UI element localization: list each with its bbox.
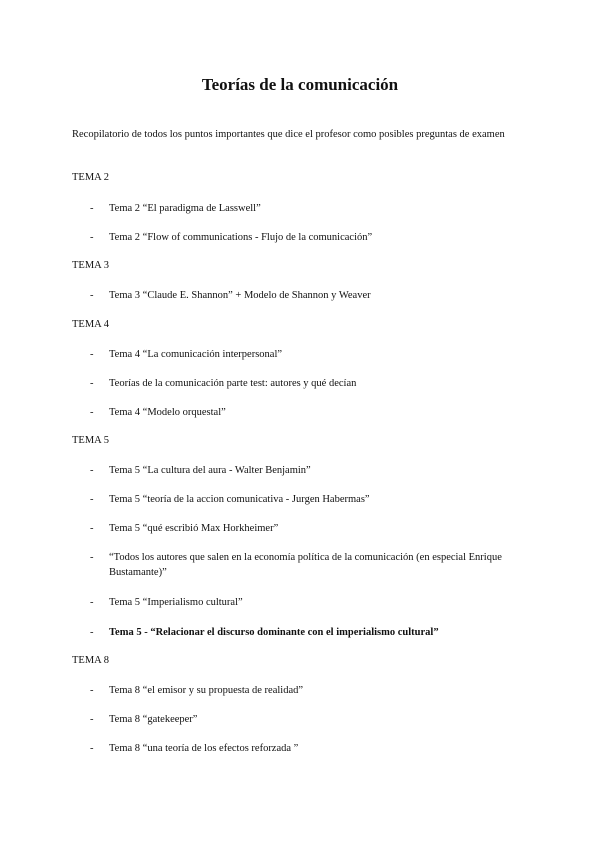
list-item (90, 288, 530, 303)
bullet-dash: - (90, 290, 94, 301)
bullet-dash: - (90, 714, 94, 725)
list-item-text: Tema 8 “gatekeeper” (109, 714, 198, 725)
list-item (90, 550, 530, 580)
section-heading-tema-5: TEMA 5 (72, 435, 110, 446)
list-item-text: Tema 5 - “Relacionar el discurso dominante con el imperialismo cultural” (109, 627, 439, 638)
list-item-text: Tema 3 “Claude E. Shannon” + Modelo de Shannon y Weaver (109, 290, 371, 301)
bullet-dash: - (90, 597, 94, 608)
section-heading-tema-4: TEMA 4 (72, 319, 110, 330)
list-item-text: Tema 2 “Flow of communications - Flujo de la comunicación” (109, 232, 373, 243)
section-heading-tema-3: TEMA 3 (72, 260, 110, 271)
list-item-text: Tema 5 “qué escribió Max Horkheimer” (109, 523, 279, 534)
bullet-dash: - (90, 685, 94, 696)
bullet-dash: - (90, 523, 94, 534)
bullet-dash: - (90, 203, 94, 214)
list-item (90, 347, 530, 362)
list-item (90, 625, 530, 640)
intro-paragraph: Recopilatorio de todos los puntos importantes que dice el profesor como posibles preguntas de examen (72, 129, 505, 140)
list-item (90, 741, 530, 756)
list-item (90, 230, 530, 245)
list-item-text: Tema 4 “Modelo orquestal” (109, 407, 226, 418)
bullet-dash: - (90, 465, 94, 476)
bullet-dash: - (90, 552, 94, 563)
bullet-dash: - (90, 627, 94, 638)
section-heading-tema-8: TEMA 8 (72, 655, 110, 666)
list-item (90, 595, 530, 610)
list-item-text: Teorías de la comunicación parte test: autores y qué decían (109, 378, 357, 389)
list-item-text: Tema 2 “El paradigma de Lasswell” (109, 203, 261, 214)
list-item (90, 492, 530, 507)
list-item-text: Tema 8 “una teoría de los efectos reforzada ” (109, 743, 299, 754)
list-item (90, 405, 530, 420)
list-item-text: Tema 4 “La comunicación interpersonal” (109, 349, 283, 360)
bullet-dash: - (90, 349, 94, 360)
bullet-dash: - (90, 743, 94, 754)
bullet-dash: - (90, 407, 94, 418)
list-item (90, 463, 530, 478)
page-title: Teorías de la comunicación (201, 75, 399, 94)
list-item (90, 521, 530, 536)
list-item-text: Tema 8 “el emisor y su propuesta de realidad” (109, 685, 304, 696)
list-item (90, 376, 530, 391)
list-item-text: Tema 5 “teoría de la accion comunicativa - Jurgen Habermas” (109, 494, 370, 505)
bullet-dash: - (90, 494, 94, 505)
section-heading-tema-2: TEMA 2 (72, 172, 110, 183)
list-item-text: Tema 5 “Imperialismo cultural” (109, 597, 243, 608)
list-item (90, 201, 530, 216)
list-item (90, 712, 530, 727)
bullet-dash: - (90, 232, 94, 243)
bullet-dash: - (90, 378, 94, 389)
list-item-text: “Todos los autores que salen en la economía política de la comunicación (en especial Enrique Bustamante)” (109, 552, 502, 578)
list-item (90, 683, 530, 698)
list-item-text: Tema 5 “La cultura del aura - Walter Benjamin” (109, 465, 311, 476)
